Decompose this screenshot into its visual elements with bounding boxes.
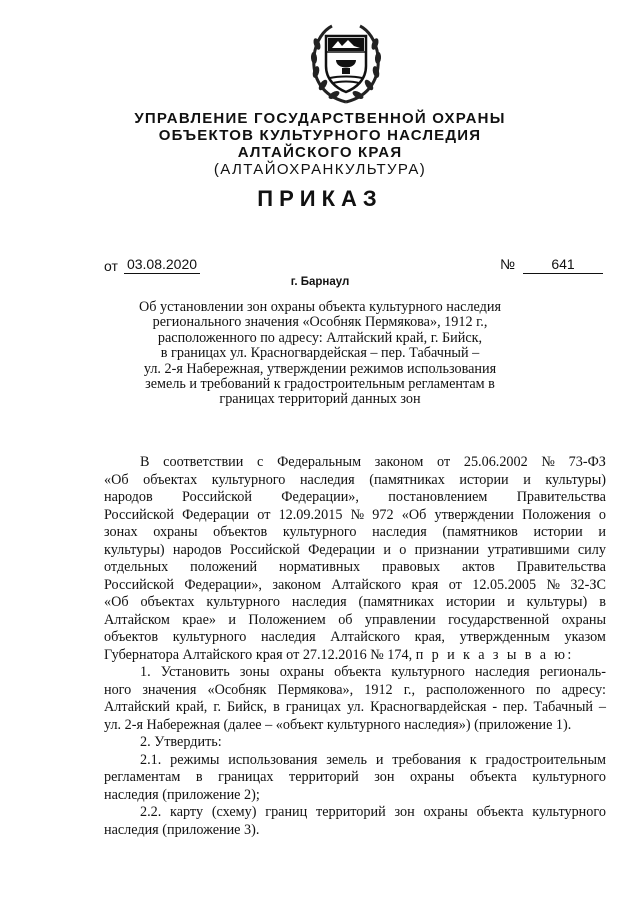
subject-line: регионального значения «Особняк Пермякова», 1912 г.,	[152, 314, 488, 331]
org-short-name: (АЛТАЙОХРАНКУЛЬТУРА)	[213, 161, 427, 178]
subject-line: границах территорий данных зон	[219, 391, 421, 408]
body-line: Российской Федерации», законом Алтайского края от 12.05.2005 № 32-ЗС	[104, 576, 606, 593]
item-1-line: ного значения «Особняк Пермякова», 1912 г., расположенного по адресу:	[104, 681, 606, 698]
document-subject	[130, 300, 510, 408]
body-line: народов Российской Федерации», постановлением Правительства	[104, 489, 606, 505]
item-2-2-line: 2.2. карту (схему) границ территорий зон охраны объекта культурного	[140, 804, 606, 820]
altai-coat-of-arms-icon	[308, 22, 384, 106]
body-line: отдельных положений нормативных правовых актов Правительства	[104, 559, 606, 575]
body-line: «Об объектах культурного наследия (памятниках истории и культуры) в	[104, 594, 606, 610]
document-number: 641	[523, 256, 603, 274]
city-name: г. Барнаул	[290, 276, 350, 288]
item-1-line: ул. 2-я Набережная (далее – «объект культурного наследия») (приложение 1).	[104, 716, 572, 733]
document-date: 03.08.2020	[124, 256, 200, 274]
org-name-line1: УПРАВЛЕНИЕ ГОСУДАРСТВЕННОЙ ОХРАНЫ	[134, 110, 506, 127]
subject-line: Об установлении зон охраны объекта культурного наследия	[138, 299, 501, 315]
subject-line: расположенного по адресу: Алтайский край, г. Бийск,	[157, 329, 483, 346]
subject-line: земель и требований к градостроительным регламентам в	[145, 376, 495, 393]
item-1-line: 1. Установить зоны охраны объекта культурного наследия региональ-	[140, 664, 606, 680]
body-line: объектов культурного наследия Алтайского края, утвержденным указом	[104, 629, 606, 645]
order-word: п р и к а з ы в а ю:	[415, 646, 574, 663]
org-name-line3: АЛТАЙСКОГО КРАЯ	[237, 144, 403, 161]
item-2-1-line: 2.1. режимы использования земель и требования к градостроительным	[140, 751, 606, 768]
document-body	[104, 454, 606, 839]
body-line: зонах охраны объектов культурного наследия (памятников истории и	[104, 524, 606, 540]
item-1-line: Алтайский край, г. Бийск, в границах ул. Красногвардейская - пер. Табачный –	[104, 699, 606, 715]
date-label: от	[104, 258, 118, 274]
org-name-line2: ОБЪЕКТОВ КУЛЬТУРНОГО НАСЛЕДИЯ	[158, 127, 482, 144]
item-2-2-line: наследия (приложение 3).	[104, 821, 260, 838]
number-label: №	[500, 256, 516, 272]
body-line: Алтайском крае» и Положением об управлении государственной охраны	[104, 611, 606, 628]
item-2-1-line: наследия (приложение 2);	[104, 786, 260, 803]
subject-line: ул. 2-я Набережная, утверждении режимов использования	[143, 360, 497, 377]
body-line: культуры) народов Российской Федерации и о признании утратившими силу	[104, 541, 606, 558]
preamble-end: Губернатора Алтайского края от 27.12.2016 № 174,	[104, 646, 413, 663]
subject-line: в границах ул. Красногвардейская – пер. Табачный –	[160, 345, 480, 362]
item-2-line: 2. Утвердить:	[140, 734, 222, 750]
body-line: «Об объектах культурного наследия (памятниках истории и культуры)	[104, 471, 606, 488]
body-line: В соответствии с Федеральным законом от 25.06.2002 № 73-ФЗ	[140, 454, 606, 470]
body-line	[104, 647, 606, 665]
document-type-title: ПРИКАЗ	[257, 186, 383, 211]
body-line: Российской Федерации от 12.09.2015 № 972 «Об утверждении Положения о	[104, 506, 606, 523]
item-2-1-line: регламентам в границах территорий зон охраны объекта культурного	[104, 769, 606, 785]
